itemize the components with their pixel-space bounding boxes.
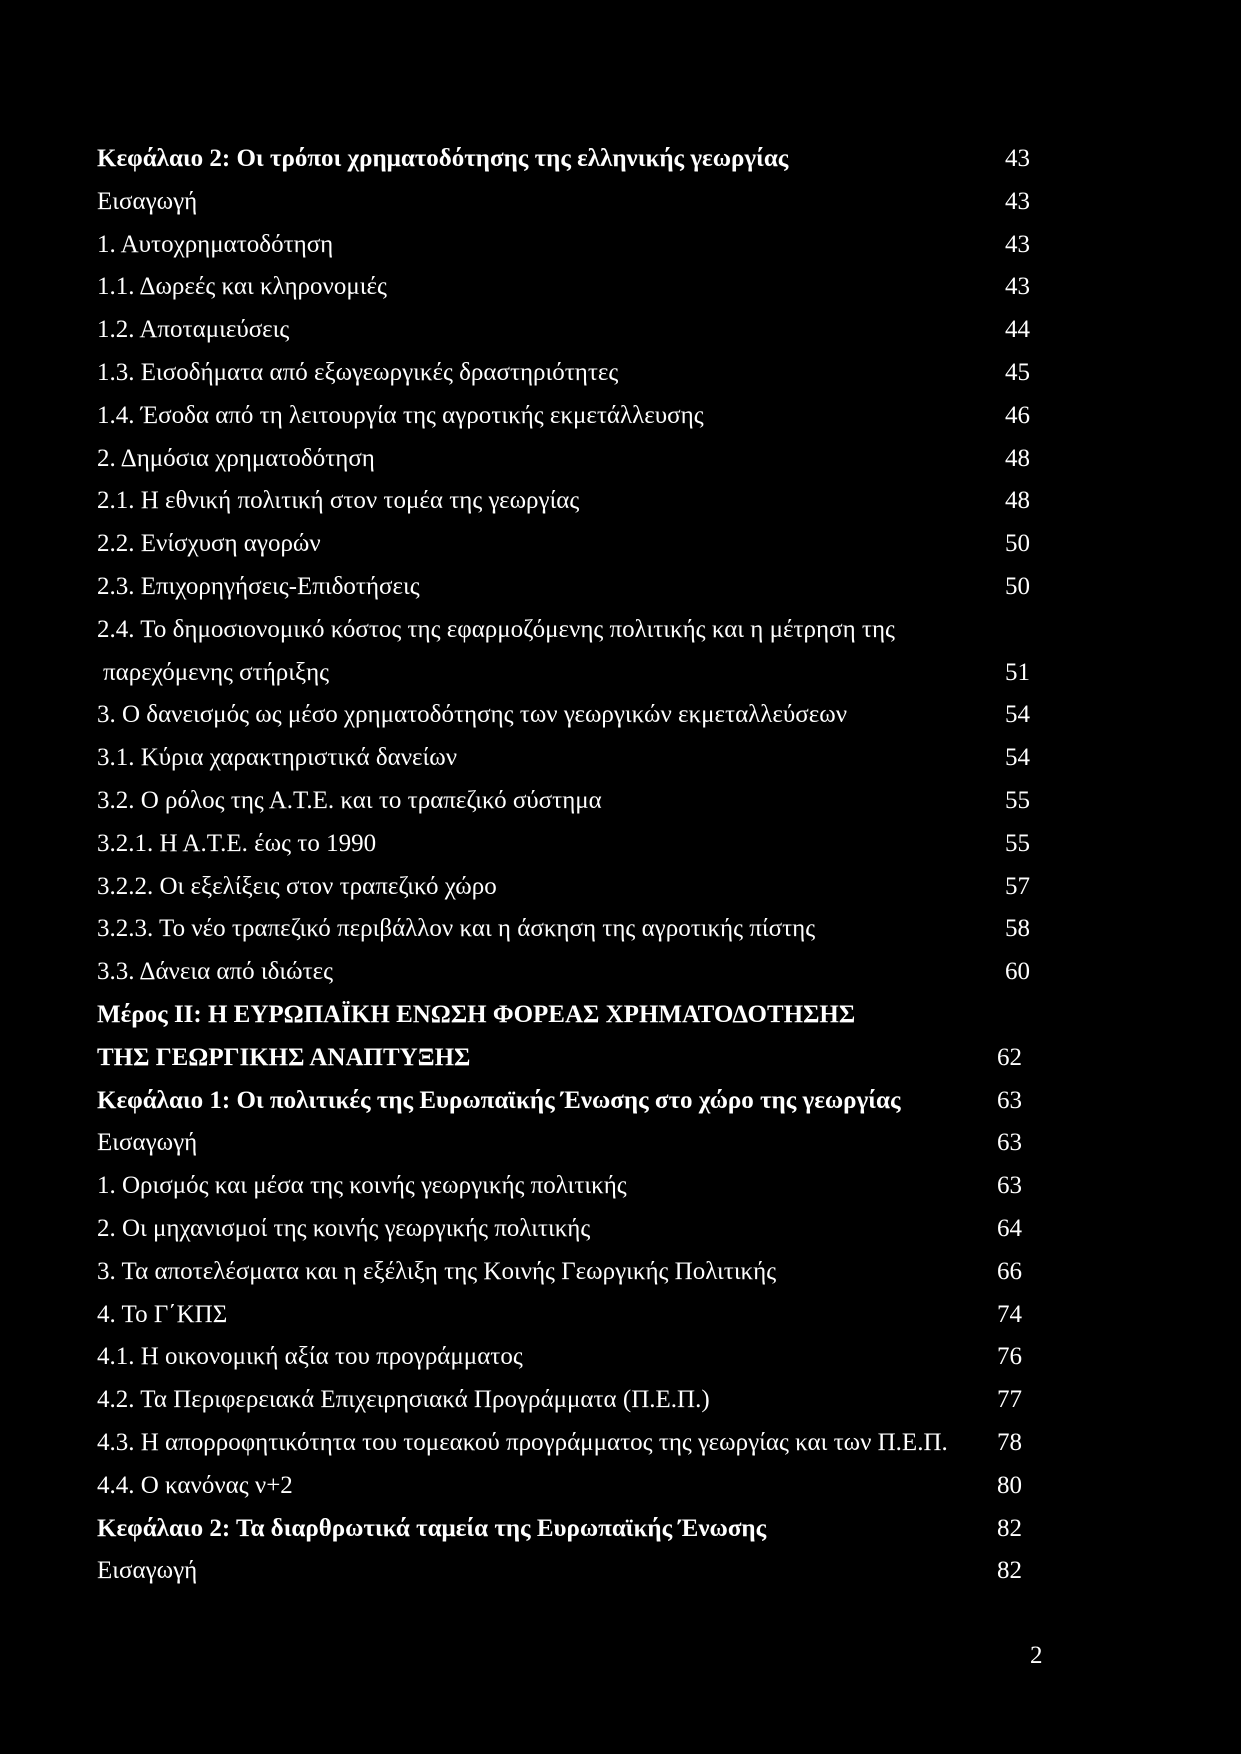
toc-entry-page: 62 <box>997 1043 1022 1071</box>
toc-entry <box>0 1465 1241 1508</box>
toc-entry-page: 66 <box>997 1257 1022 1285</box>
toc-entry-page: 46 <box>1005 401 1030 429</box>
toc-entry-title: 2. Δημόσια χρηματοδότηση <box>97 444 375 472</box>
toc-entry-page: 43 <box>1005 230 1030 258</box>
toc-entry <box>0 395 1241 438</box>
toc-entry <box>0 1165 1241 1208</box>
toc-entry-title: 1.3. Εισοδήματα από εξωγεωργικές δραστηριότητες <box>97 358 619 386</box>
toc-entry-title: 1. Αυτοχρηματοδότηση <box>97 230 334 258</box>
toc-entry-page: 74 <box>997 1300 1022 1328</box>
toc-entry-page: 80 <box>997 1471 1022 1499</box>
toc-entry-page: 43 <box>1005 273 1030 301</box>
toc-entry <box>0 609 1241 652</box>
toc-entry-page: 43 <box>1005 187 1030 215</box>
toc-entry-title: Κεφάλαιο 2: Τα διαρθρωτικά ταμεία της Ευρωπαϊκής Ένωσης <box>97 1514 767 1542</box>
toc-entry <box>0 566 1241 609</box>
toc-entry-page: 77 <box>997 1386 1022 1414</box>
toc-entry-title: Εισαγωγή <box>97 1557 198 1585</box>
toc-entry <box>0 1122 1241 1165</box>
toc-entry-title: 4.4. Ο κανόνας ν+2 <box>97 1471 293 1499</box>
toc-entry-title: Κεφάλαιο 1: Οι πολιτικές της Ευρωπαϊκής Ένωσης στο χώρο της γεωργίας <box>97 1086 901 1114</box>
toc-entry <box>0 480 1241 523</box>
toc-entry-page: 78 <box>997 1428 1022 1456</box>
toc-entry-title: 2. Οι μηχανισμοί της κοινής γεωργικής πολιτικής <box>97 1214 591 1242</box>
toc-entry <box>0 523 1241 566</box>
toc-entry <box>0 951 1241 994</box>
page-number: 2 <box>1030 1642 1043 1669</box>
toc-entry-title: Εισαγωγή <box>97 1129 198 1157</box>
toc-entry-title: 3.2.2. Οι εξελίξεις στον τραπεζικό χώρο <box>97 872 497 900</box>
toc-entry-page: 60 <box>1005 958 1030 986</box>
toc-entry <box>0 737 1241 780</box>
toc-entry-page: 54 <box>1005 701 1030 729</box>
toc-entry <box>0 866 1241 909</box>
table-of-contents <box>0 138 1241 1593</box>
toc-chapter-heading <box>0 1508 1241 1551</box>
toc-entry-title: 4.1. Η οικονομική αξία του προγράμματος <box>97 1343 523 1371</box>
toc-entry-continuation <box>0 652 1241 695</box>
toc-entry <box>0 224 1241 267</box>
toc-chapter-heading <box>0 138 1241 181</box>
toc-entry-title: Μέρος II: Η ΕΥΡΩΠΑΪΚΗ ΕΝΩΣΗ ΦΟΡΕΑΣ ΧΡΗΜΑΤΟΔΟΤΗΣΗΣ <box>97 1000 856 1028</box>
toc-entry-title: 3.3. Δάνεια από ιδιώτες <box>97 958 334 986</box>
toc-chapter-heading <box>0 1080 1241 1123</box>
toc-entry <box>0 1422 1241 1465</box>
toc-entry-title: 4.3. Η απορροφητικότητα του τομεακού προγράμματος της γεωργίας και των Π.Ε.Π. <box>97 1428 948 1456</box>
toc-entry-page: 76 <box>997 1343 1022 1371</box>
toc-entry-title: 4. Το Γ΄ΚΠΣ <box>97 1300 228 1328</box>
toc-entry <box>0 1208 1241 1251</box>
toc-entry-title: Εισαγωγή <box>97 187 198 215</box>
toc-entry-page: 63 <box>997 1172 1022 1200</box>
toc-entry <box>0 438 1241 481</box>
toc-entry-title: 2.2. Ενίσχυση αγορών <box>97 530 321 558</box>
toc-entry-title: 3.1. Κύρια χαρακτηριστικά δανείων <box>97 744 458 772</box>
toc-entry-page: 82 <box>997 1514 1022 1542</box>
toc-entry <box>0 181 1241 224</box>
toc-entry-title: 1. Ορισμός και μέσα της κοινής γεωργικής πολιτικής <box>97 1172 627 1200</box>
toc-entry <box>0 1550 1241 1593</box>
toc-entry-title: παρεχόμενης στήριξης <box>103 658 330 686</box>
toc-part-heading <box>0 1037 1241 1080</box>
toc-entry-title: 1.1. Δωρεές και κληρονομιές <box>97 273 387 301</box>
toc-entry-title: 1.2. Αποταμιεύσεις <box>97 316 290 344</box>
toc-entry-page: 63 <box>997 1086 1022 1114</box>
toc-entry-page: 50 <box>1005 572 1030 600</box>
toc-entry-title: Κεφάλαιο 2: Οι τρόποι χρηματοδότησης της ελληνικής γεωργίας <box>97 145 789 172</box>
toc-entry-title: 3. Τα αποτελέσματα και η εξέλιξη της Κοινής Γεωργικής Πολιτικής <box>97 1257 777 1285</box>
toc-entry-page: 51 <box>1005 658 1030 686</box>
toc-entry-page: 58 <box>1005 915 1030 943</box>
toc-entry <box>0 694 1241 737</box>
toc-entry-page: 63 <box>997 1129 1022 1157</box>
toc-entry-title: 3.2. Ο ρόλος της Α.Τ.Ε. και το τραπεζικό σύστημα <box>97 786 602 814</box>
toc-entry-title: ΤΗΣ ΓΕΩΡΓΙΚΗΣ ΑΝΑΠΤΥΞΗΣ <box>97 1043 471 1071</box>
toc-entry <box>0 1251 1241 1294</box>
toc-entry-page: 48 <box>1005 444 1030 472</box>
toc-entry-title: 4.2. Τα Περιφερειακά Επιχειρησιακά Προγράμματα (Π.Ε.Π.) <box>97 1386 710 1414</box>
toc-entry-page: 50 <box>1005 530 1030 558</box>
toc-entry-title: 2.1. Η εθνική πολιτική στον τομέα της γεωργίας <box>97 487 580 515</box>
toc-entry-page: 82 <box>997 1557 1022 1585</box>
toc-entry-page: 55 <box>1005 786 1030 814</box>
toc-entry <box>0 908 1241 951</box>
toc-entry-title: 3.2.1. Η Α.Τ.Ε. έως το 1990 <box>97 829 377 857</box>
toc-entry-page: 45 <box>1005 358 1030 386</box>
toc-entry <box>0 309 1241 352</box>
toc-entry-page: 54 <box>1005 744 1030 772</box>
toc-entry-page: 55 <box>1005 829 1030 857</box>
toc-entry-title: 2.4. Το δημοσιονομικό κόστος της εφαρμοζόμενης πολιτικής και η μέτρηση της <box>97 615 895 643</box>
toc-entry-page: 48 <box>1005 487 1030 515</box>
toc-entry <box>0 780 1241 823</box>
toc-entry-page: 44 <box>1005 316 1030 344</box>
toc-entry-page: 64 <box>997 1214 1022 1242</box>
toc-entry-title: 1.4. Έσοδα από τη λειτουργία της αγροτικής εκμετάλλευσης <box>97 401 704 429</box>
toc-entry-page: 43 <box>1005 145 1030 172</box>
toc-entry <box>0 1294 1241 1337</box>
toc-entry <box>0 823 1241 866</box>
toc-entry <box>0 352 1241 395</box>
toc-entry-title: 3.2.3. Το νέο τραπεζικό περιβάλλον και η άσκηση της αγροτικής πίστης <box>97 915 816 943</box>
toc-part-heading <box>0 994 1241 1037</box>
toc-entry <box>0 1336 1241 1379</box>
toc-entry-title: 3. Ο δανεισμός ως μέσο χρηματοδότησης των γεωργικών εκμεταλλεύσεων <box>97 701 848 729</box>
toc-entry-page: 57 <box>1005 872 1030 900</box>
toc-entry <box>0 1379 1241 1422</box>
toc-entry <box>0 266 1241 309</box>
toc-entry-title: 2.3. Επιχορηγήσεις-Επιδοτήσεις <box>97 572 420 600</box>
